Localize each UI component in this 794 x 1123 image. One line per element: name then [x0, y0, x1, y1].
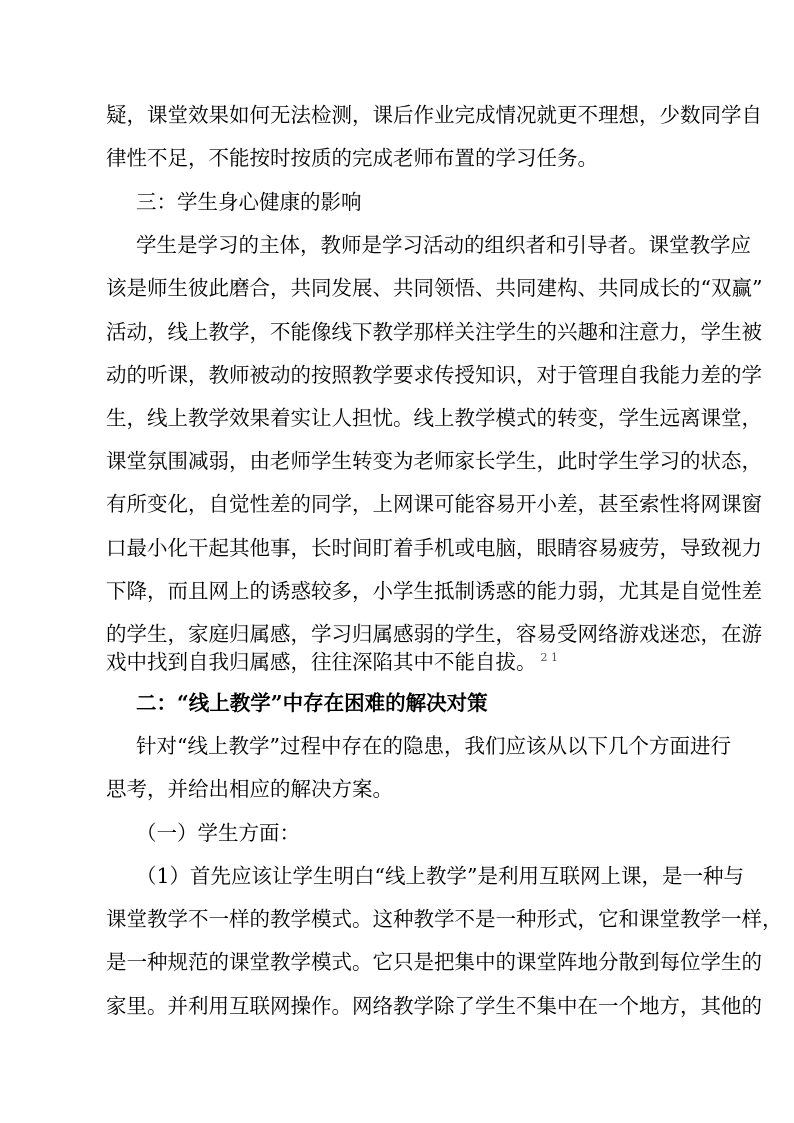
body-text-line: 口最小化干起其他事，长时间盯着手机或电脑，眼睛容易疲劳，导致视力	[106, 536, 762, 560]
body-text-line: 生，线上教学效果着实让人担忧。线上教学模式的转变，学生远离课堂，	[106, 406, 762, 430]
body-text-line: 下降，而且网上的诱惑较多，小学生抵制诱惑的能力弱，尤其是自觉性差	[106, 579, 762, 603]
body-text-line-with-citation	[106, 640, 706, 676]
section-heading: 三：学生身心健康的影响	[136, 190, 362, 214]
subsection-heading: （一）学生方面：	[136, 821, 300, 845]
body-text-line: 该是师生彼此磨合，共同发展、共同领悟、共同建构、共同成长的“双赢”	[106, 276, 763, 300]
body-text-line: 课堂教学不一样的教学模式。这种教学不是一种形式，它和课堂教学一样，	[106, 907, 783, 931]
body-text-line: 律性不足，不能按时按质的完成老师布置的学习任务。	[106, 146, 598, 170]
body-text-line: （1）首先应该让学生明白“线上教学”是利用互联网上课，是一种与	[136, 864, 745, 888]
body-text-line: 的学生，家庭归属感，学习归属感弱的学生，容易受网络游戏迷恋，在游	[106, 622, 762, 646]
body-text-line: 活动，线上教学，不能像线下教学那样关注学生的兴趣和注意力，学生被	[106, 320, 762, 344]
body-text-line: 学生是学习的主体，教师是学习活动的组织者和引导者。课堂教学应	[136, 233, 751, 257]
section-heading: 二：“线上教学”中存在困难的解决对策	[136, 691, 488, 715]
body-text-line: 疑，课堂效果如何无法检测，课后作业完成情况就更不理想，少数同学自	[106, 103, 762, 127]
body-text-line: 思考，并给出相应的解决方案。	[106, 777, 393, 801]
body-text-line: 针对“线上教学”过程中存在的隐患，我们应该从以下几个方面进行	[136, 734, 731, 758]
body-text: 戏中找到自我归属感，往往深陷其中不能自拔。	[106, 649, 537, 674]
body-text-line: 动的听课，教师被动的按照教学要求传授知识，对于管理自我能力差的学	[106, 363, 762, 387]
body-text-line: 是一种规范的课堂教学模式。它只是把集中的课堂阵地分散到每位学生的	[106, 950, 762, 974]
body-text-line: 家里。并利用互联网操作。网络教学除了学生不集中在一个地方，其他的	[106, 994, 762, 1018]
citation-mark[interactable]: 2 1	[540, 651, 558, 664]
body-text-line: 有所变化，自觉性差的同学，上网课可能容易开小差，甚至索性将网课窗	[106, 492, 762, 516]
body-text-line: 课堂氛围减弱，由老师学生转变为老师家长学生，此时学生学习的状态，	[106, 449, 762, 473]
